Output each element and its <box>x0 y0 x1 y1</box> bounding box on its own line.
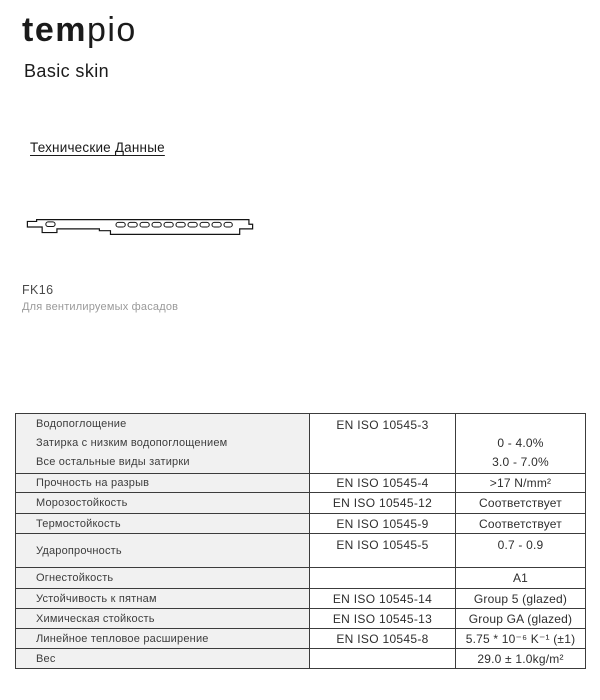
spec-label: Устойчивость к пятнам <box>16 589 310 609</box>
spec-standard: EN ISO 10545-13 <box>310 609 456 629</box>
spec-label: Ударопрочность <box>16 534 310 568</box>
spec-standard: EN ISO 10545-4 <box>310 474 456 493</box>
spec-value: A1 <box>456 568 586 589</box>
table-row <box>16 589 586 609</box>
table-row <box>16 474 586 493</box>
spec-label: Линейное тепловое расширение <box>16 629 310 649</box>
spec-label: Огнестойкость <box>16 568 310 589</box>
spec-value: 3.0 - 7.0% <box>492 455 549 469</box>
table-row <box>16 414 586 474</box>
table-row <box>16 493 586 514</box>
product-line-subtitle: Basic skin <box>24 61 110 81</box>
spec-value: 5.75 * 10⁻⁶ K⁻¹ (±1) <box>456 629 586 649</box>
spec-value: 0.7 - 0.9 <box>456 534 586 568</box>
spec-value: 0 - 4.0% <box>497 436 544 450</box>
spec-value: 29.0 ± 1.0kg/m² <box>456 649 586 669</box>
spec-value: Соответствует <box>456 514 586 534</box>
spec-value: Group GA (glazed) <box>456 609 586 629</box>
spec-label: Химическая стойкость <box>16 609 310 629</box>
brand-logo-bold: tem <box>22 11 87 49</box>
table-row <box>16 568 586 589</box>
spec-label: Водопоглощение <box>36 418 127 430</box>
table-row <box>16 609 586 629</box>
spec-value-group <box>456 414 586 474</box>
brand-logo-light: pio <box>86 11 137 49</box>
spec-standard: EN ISO 10545-8 <box>310 629 456 649</box>
panel-cross-section-icon <box>20 212 260 242</box>
table-row <box>16 649 586 669</box>
spec-value: Group 5 (glazed) <box>456 589 586 609</box>
spec-standard <box>310 568 456 589</box>
spec-standard: EN ISO 10545-3 <box>310 414 456 474</box>
product-code: FK16 <box>22 283 54 297</box>
spec-label: Морозостойкость <box>16 493 310 514</box>
spec-label: Прочность на разрыв <box>16 474 310 493</box>
product-description: Для вентилируемых фасадов <box>22 301 179 313</box>
spec-standard: EN ISO 10545-14 <box>310 589 456 609</box>
spec-value <box>456 415 585 434</box>
spec-value: Соответствует <box>456 493 586 514</box>
section-heading-technical-data: Технические Данные <box>30 140 165 155</box>
spec-label: Термостойкость <box>16 514 310 534</box>
spec-standard: EN ISO 10545-5 <box>310 534 456 568</box>
spec-label: Вес <box>16 649 310 669</box>
table-row <box>16 629 586 649</box>
technical-specs-table <box>15 413 586 669</box>
spec-label: Все остальные виды затирки <box>36 456 190 468</box>
spec-standard: EN ISO 10545-9 <box>310 514 456 534</box>
table-row <box>16 514 586 534</box>
brand-logo <box>22 12 137 49</box>
spec-label: Затирка с низким водопоглощением <box>36 437 228 449</box>
spec-standard <box>310 649 456 669</box>
spec-value: >17 N/mm² <box>456 474 586 493</box>
spec-label-group <box>16 414 310 474</box>
panel-profile-drawing <box>20 212 260 247</box>
spec-standard: EN ISO 10545-12 <box>310 493 456 514</box>
table-row <box>16 534 586 568</box>
